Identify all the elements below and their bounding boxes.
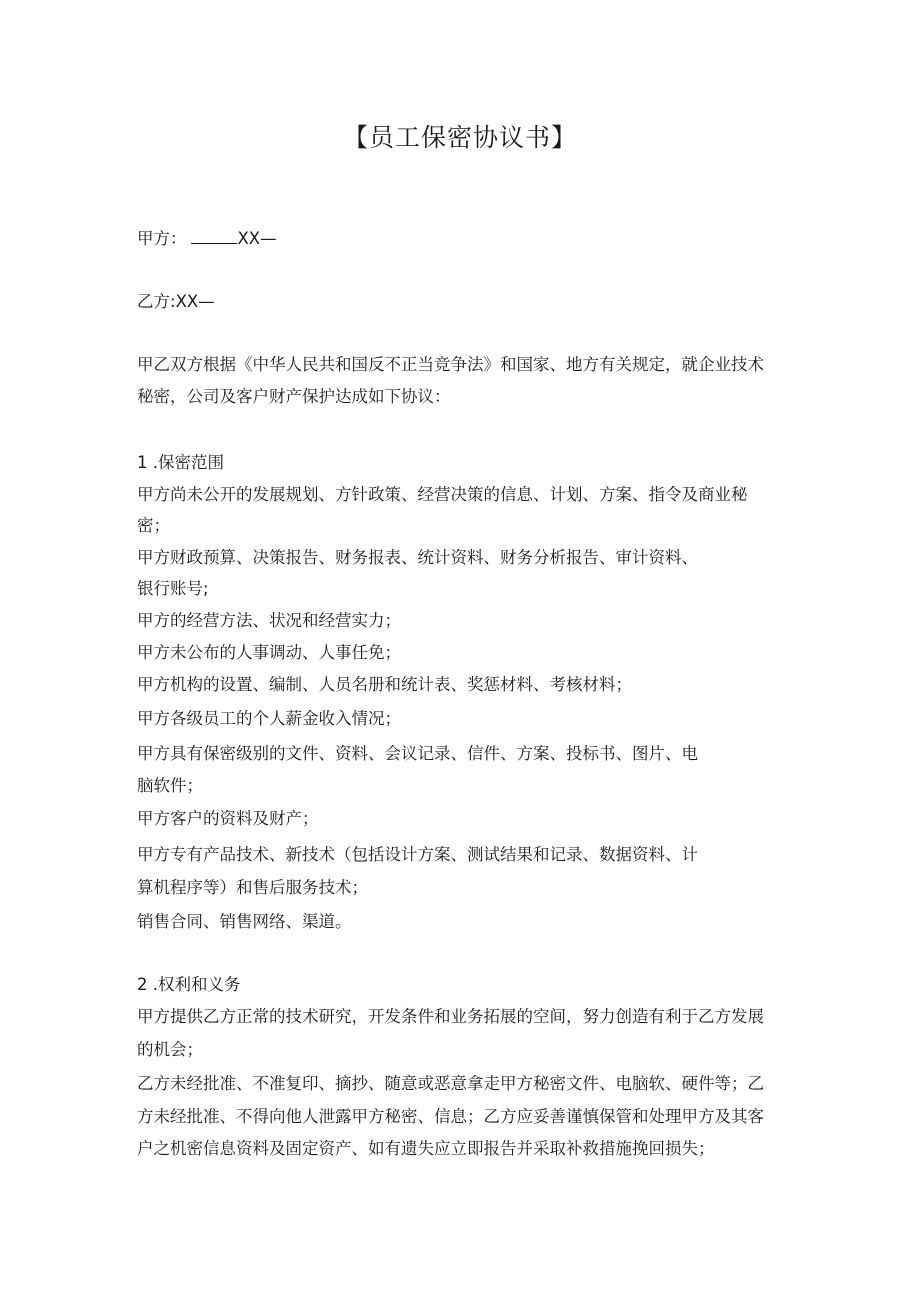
party-a-blank — [191, 229, 237, 244]
section-2-line: 乙方未经批准、不准复印、摘抄、随意或恶意拿走甲方秘密文件、电脑软、硬件等；乙 — [137, 1074, 764, 1093]
section-1-line: 甲方专有产品技术、新技术（包括设计方案、测试结果和记录、数据资料、计 — [137, 845, 698, 864]
section-1-line: 甲方机构的设置、编制、人员名册和统计表、奖惩材料、考核材料； — [137, 675, 632, 694]
section-1-line: 甲方客户的资料及财产； — [137, 809, 319, 828]
section-1-line: 甲方各级员工的个人薪金收入情况； — [137, 709, 401, 728]
section-1-line: 甲方财政预算、决策报告、财务报表、统计资料、财务分析报告、审计资料、 — [137, 548, 698, 567]
party-b-value: XX— — [175, 292, 215, 311]
section-1-line: 密； — [137, 516, 170, 535]
party-a-line — [137, 226, 277, 252]
party-a-label: 甲方： — [137, 229, 187, 248]
section-1-line: 甲方尚未公开的发展规划、方针政策、经营决策的信息、计划、方案、指令及商业秘 — [137, 485, 748, 504]
section-1-line: 甲方具有保密级别的文件、资料、会议记录、信件、方案、投标书、图片、电 — [137, 744, 698, 763]
section-2-line: 甲方提供乙方正常的技术研究，开发条件和业务拓展的空间，努力创造有利于乙方发展 — [137, 1007, 764, 1026]
section-1-line: 银行账号; — [137, 579, 209, 598]
section-1-line: 甲方未公布的人事调动、人事任免； — [137, 643, 401, 662]
party-b-label: 乙方: — [137, 292, 176, 311]
section-1-heading: 1 .保密范围 — [137, 453, 224, 472]
section-2-heading: 2 .权利和义务 — [137, 975, 241, 994]
section-2-line: 户之机密信息资料及固定资产、如有遗失应立即报告并采取补救措施挽回损失； — [137, 1139, 715, 1158]
document-title: 【员工保密协议书】 — [342, 123, 577, 152]
section-2-line: 方未经批准、不得向他人泄露甲方秘密、信息；乙方应妥善谨慎保管和处理甲方及其客 — [137, 1107, 764, 1126]
section-1-line: 算机程序等）和售后服务技术； — [137, 878, 368, 897]
section-1-line: 甲方的经营方法、状况和经营实力； — [137, 611, 401, 630]
preamble-line: 秘密，公司及客户财产保护达成如下协议： — [137, 387, 451, 406]
section-1-line: 脑软件； — [137, 776, 203, 795]
section-1-line: 销售合同、销售网络、渠道。 — [137, 912, 352, 931]
party-a-value: XX— — [237, 229, 277, 248]
party-b-line — [137, 289, 215, 315]
section-2-line: 的机会； — [137, 1040, 203, 1059]
preamble-line: 甲乙双方根据《中华人民共和国反不正当竞争法》和国家、地方有关规定，就企业技术 — [137, 355, 764, 374]
